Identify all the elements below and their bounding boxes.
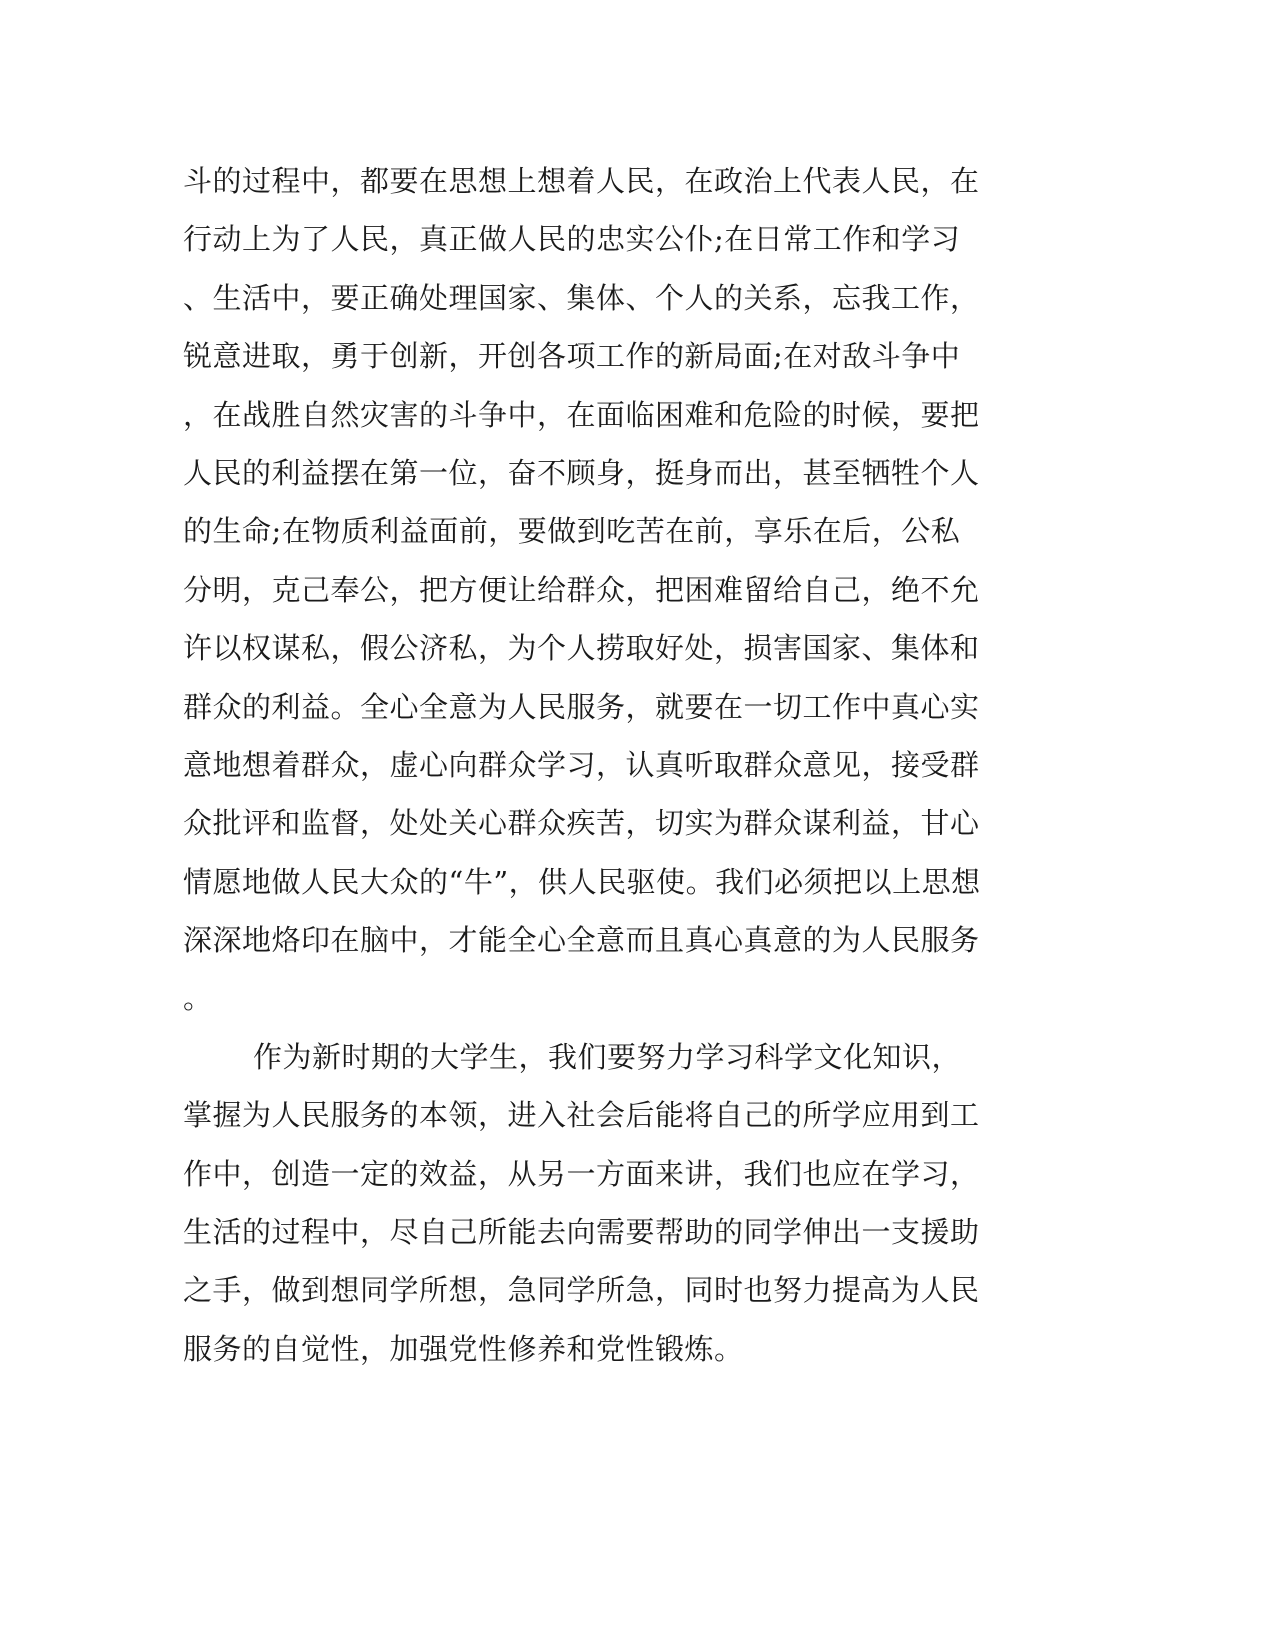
text-line: 服务的自觉性，加强党性修养和党性锻炼。 xyxy=(183,1331,744,1366)
text-line: 情愿地做人民大众的“牛”，供人民驱使。我们必须把以上思想 xyxy=(183,864,981,899)
text-line: 众批评和监督，处处关心群众疾苦，切实为群众谋利益，甘心 xyxy=(183,806,980,841)
text-line: 的生命;在物质利益面前，要做到吃苦在前，享乐在后，公私 xyxy=(183,514,961,549)
paragraph-2 xyxy=(183,1028,1043,1378)
text-line: 之手，做到想同学所想，急同学所急，同时也努力提高为人民 xyxy=(183,1273,980,1308)
document-body xyxy=(183,152,1043,1378)
text-line: 、生活中，要正确处理国家、集体、个人的关系，忘我工作， xyxy=(183,280,980,315)
text-line: 群众的利益。全心全意为人民服务，就要在一切工作中真心实 xyxy=(183,689,980,724)
text-line: 作中，创造一定的效益，从另一方面来讲，我们也应在学习， xyxy=(183,1156,980,1191)
text-line: 作为新时期的大学生，我们要努力学习科学文化知识， xyxy=(253,1039,962,1074)
text-line: 深深地烙印在脑中，才能全心全意而且真心真意的为人民服务 xyxy=(183,923,980,958)
text-line: 许以权谋私，假公济私，为个人捞取好处，损害国家、集体和 xyxy=(183,631,980,666)
text-line: 掌握为人民服务的本领，进入社会后能将自己的所学应用到工 xyxy=(183,1098,980,1133)
text-line: ，在战胜自然灾害的斗争中，在面临困难和危险的时候，要把 xyxy=(183,397,980,432)
text-line: 行动上为了人民，真正做人民的忠实公仆;在日常工作和学习 xyxy=(183,222,961,257)
text-line: 意地想着群众，虚心向群众学习，认真听取群众意见，接受群 xyxy=(183,747,980,782)
text-line: 。 xyxy=(183,981,213,1016)
text-line: 分明，克己奉公，把方便让给群众，把困难留给自己，绝不允 xyxy=(183,572,980,607)
text-line: 锐意进取，勇于创新，开创各项工作的新局面;在对敌斗争中 xyxy=(183,339,961,374)
paragraph-1 xyxy=(183,152,1043,1028)
text-line: 生活的过程中，尽自己所能去向需要帮助的同学伸出一支援助 xyxy=(183,1215,980,1250)
text-line: 人民的利益摆在第一位，奋不顾身，挺身而出，甚至牺牲个人 xyxy=(183,455,980,490)
text-line: 斗的过程中，都要在思想上想着人民，在政治上代表人民，在 xyxy=(183,164,980,198)
